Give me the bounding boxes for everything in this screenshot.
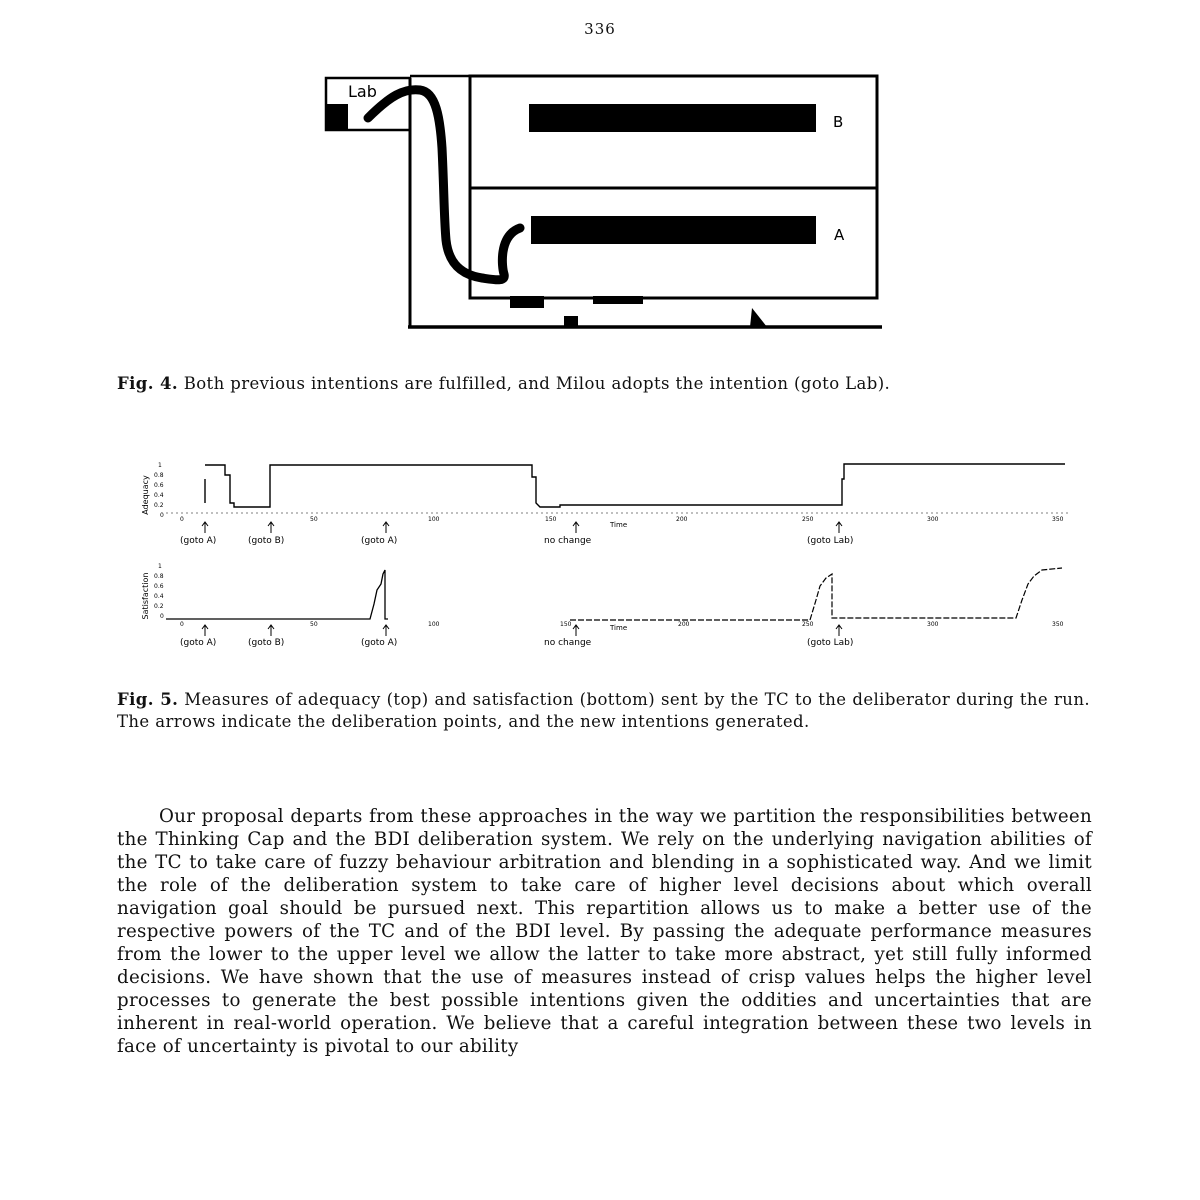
adequacy-xtick-300: 300 <box>927 516 939 523</box>
adequacy-arrow-1 <box>202 522 208 533</box>
room-b-label: B <box>833 113 844 131</box>
satisfaction-annotation-no-change: no change <box>544 638 592 648</box>
adequacy-ytick-1: 1 <box>158 462 162 469</box>
adequacy-ytick-0: 0 <box>160 512 164 519</box>
adequacy-ytick-0-8: 0.8 <box>154 472 164 479</box>
satisfaction-xtick-350: 350 <box>1052 621 1064 628</box>
figure-4-caption <box>117 373 1090 395</box>
adequacy-annotation-goto-b: (goto B) <box>248 536 285 546</box>
figure-4-label: Fig. 4. <box>117 374 179 393</box>
adequacy-arrow-2 <box>268 522 274 533</box>
adequacy-xtick-250: 250 <box>802 516 814 523</box>
adequacy-ytick-0-4: 0.4 <box>154 492 164 499</box>
figure-5-caption <box>117 689 1090 733</box>
robot-trajectory <box>368 90 520 280</box>
lab-obstacle <box>326 104 348 130</box>
satisfaction-xlabel: Time <box>610 624 628 632</box>
body-paragraph: Our proposal departs from these approaches in the way we partition the responsibilities between the Thinking Cap and the BDI deliberation system. We rely on the underlying navigation abilities of the TC to take care of fuzzy behaviour arbitration and blending in a sophisticated way. And we limit the role of the deliberation system to take care of higher level decisions about which overall navigation goal should be pursued next. This repartition allows us to make a better use of the respective powers of the TC and of the BDI level. By passing the adequate performance measures from the lower to the upper level we allow the latter to take more abstract, yet still fully informed decisions. We have shown that the use of measures instead of crisp values helps the higher level processes to generate the best possible intentions given the oddities and uncertainties that are inherent in real-world operation. We believe that a careful integration between these two levels in face of uncertainty is pivotal to our ability <box>117 806 1092 1057</box>
satisfaction-curve-segment-2 <box>570 568 1062 620</box>
satisfaction-xtick-250: 250 <box>802 621 814 628</box>
figure-4-caption-text: Both previous intentions are fulfilled, and Milou adopts the intention (goto Lab). <box>183 374 891 393</box>
adequacy-xlabel: Time <box>610 521 628 529</box>
adequacy-arrow-5 <box>836 522 842 533</box>
satisfaction-ytick-1: 1 <box>158 563 162 570</box>
adequacy-xtick-0: 0 <box>180 516 184 523</box>
adequacy-xtick-200: 200 <box>676 516 688 523</box>
floor-obstacle-4 <box>750 308 767 327</box>
satisfaction-arrow-4 <box>573 625 579 636</box>
adequacy-ylabel: Adequacy <box>141 475 150 515</box>
adequacy-annotation-goto-a-2: (goto A) <box>361 536 398 546</box>
satisfaction-annotation-goto-lab: (goto Lab) <box>807 638 854 648</box>
satisfaction-annotation-goto-b: (goto B) <box>248 638 285 648</box>
satisfaction-ytick-0-2: 0.2 <box>154 603 164 610</box>
adequacy-ytick-0-2: 0.2 <box>154 502 164 509</box>
satisfaction-ytick-0-8: 0.8 <box>154 573 164 580</box>
adequacy-xtick-50: 50 <box>310 516 318 523</box>
adequacy-xtick-100: 100 <box>428 516 440 523</box>
satisfaction-xtick-300: 300 <box>927 621 939 628</box>
satisfaction-arrow-5 <box>836 625 842 636</box>
floor-obstacle-3 <box>564 316 578 327</box>
adequacy-curve <box>205 464 1065 507</box>
adequacy-arrow-3 <box>383 522 389 533</box>
adequacy-ytick-0-6: 0.6 <box>154 482 164 489</box>
obstacle-a <box>531 216 816 244</box>
satisfaction-annotation-goto-a-1: (goto A) <box>180 638 217 648</box>
satisfaction-arrow-1 <box>202 625 208 636</box>
floor-obstacle-1 <box>510 296 544 308</box>
adequacy-arrows <box>202 522 842 533</box>
satisfaction-arrow-2 <box>268 625 274 636</box>
lab-label: Lab <box>348 82 377 101</box>
satisfaction-ytick-0: 0 <box>160 613 164 620</box>
page-number: 336 <box>584 20 616 38</box>
figure-5-label: Fig. 5. <box>117 690 179 709</box>
satisfaction-ytick-0-6: 0.6 <box>154 583 164 590</box>
figure-5-adequacy-plot <box>130 455 1080 555</box>
satisfaction-arrows <box>202 625 842 636</box>
adequacy-annotation-goto-lab: (goto Lab) <box>807 536 854 546</box>
satisfaction-curve-segment-1 <box>166 570 388 619</box>
satisfaction-arrow-3 <box>383 625 389 636</box>
adequacy-arrow-4 <box>573 522 579 533</box>
satisfaction-ytick-0-4: 0.4 <box>154 593 164 600</box>
satisfaction-xtick-0: 0 <box>180 621 184 628</box>
figure-4-map <box>320 68 890 336</box>
satisfaction-xtick-50: 50 <box>310 621 318 628</box>
adequacy-annotation-no-change: no change <box>544 536 592 546</box>
obstacle-b <box>529 104 816 132</box>
room-a-label: A <box>834 226 845 244</box>
floor-obstacle-2 <box>593 296 643 304</box>
satisfaction-xtick-100: 100 <box>428 621 440 628</box>
figure-5-satisfaction-plot <box>130 560 1080 655</box>
adequacy-xtick-150: 150 <box>545 516 557 523</box>
adequacy-annotation-goto-a-1: (goto A) <box>180 536 217 546</box>
satisfaction-annotation-goto-a-2: (goto A) <box>361 638 398 648</box>
figure-5-caption-text: Measures of adequacy (top) and satisfaction (bottom) sent by the TC to the deliberator during the run. The arrows indicate the deliberation points, and the new intentions generated. <box>117 690 1090 731</box>
satisfaction-xtick-200: 200 <box>678 621 690 628</box>
satisfaction-xtick-150: 150 <box>560 621 572 628</box>
satisfaction-ylabel: Satisfaction <box>141 572 150 620</box>
body-text <box>117 805 1092 1058</box>
adequacy-xtick-350: 350 <box>1052 516 1064 523</box>
